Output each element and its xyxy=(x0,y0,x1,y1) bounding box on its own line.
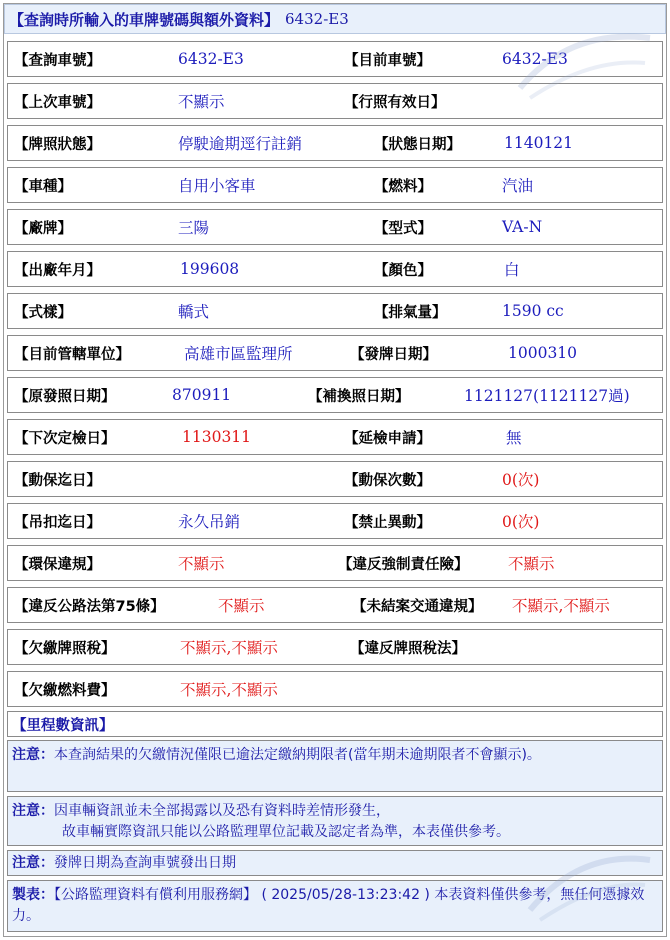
field-value: 6432-E3 xyxy=(502,50,568,68)
field-value: 白 xyxy=(504,261,520,279)
field-value: 1140121 xyxy=(504,134,574,152)
info-row-environmental-violation xyxy=(7,545,663,581)
field-label: 【動保次數】 xyxy=(344,472,431,489)
info-row-brand xyxy=(7,209,663,245)
note-text: 發牌日期為查詢車號發出日期 xyxy=(54,855,236,871)
info-row-original-issue-date xyxy=(7,377,663,413)
field-value: 不顯示 xyxy=(218,597,265,615)
info-row-previous-plate xyxy=(7,83,663,119)
field-label: 【式樣】 xyxy=(14,304,72,321)
field-value: 6432-E3 xyxy=(178,50,244,68)
field-label: 【查詢車號】 xyxy=(14,52,101,69)
field-label: 【下次定檢日】 xyxy=(14,430,116,447)
query-header-plate: 6432-E3 xyxy=(285,10,349,28)
field-label: 【動保迄日】 xyxy=(14,472,101,489)
field-value: 汽油 xyxy=(502,177,534,195)
field-value: 1590 cc xyxy=(502,302,564,320)
field-value: 0(次) xyxy=(502,471,540,489)
field-value: 1121127(1121127過) xyxy=(464,387,630,405)
field-label: 【排氣量】 xyxy=(374,304,447,321)
query-header-label: 【查詢時所輸入的車牌號碼與額外資料】 xyxy=(9,10,280,29)
info-row-jurisdiction xyxy=(7,335,663,371)
info-row-next-inspection xyxy=(7,419,663,455)
info-row-vehicle-type xyxy=(7,167,663,203)
field-value: 1000310 xyxy=(508,344,578,362)
field-value: 0(次) xyxy=(502,513,540,531)
note-text: 【公路監理資料有償利用服務網】 ( 2025/05/28-13:23:42 ) 本表資料僅供參考，無任何憑據效力。 xyxy=(12,887,645,924)
field-label: 【上次車號】 xyxy=(14,94,101,111)
info-row-suspension xyxy=(7,503,663,539)
field-label: 【燃料】 xyxy=(374,178,432,195)
note-text: 因車輛資訊並未全部揭露以及恐有資料時差情形發生， xyxy=(54,803,390,819)
note-text: 本查詢結果的欠繳情況僅限已逾法定繳納期限者(當年期未逾期限者不會顯示)。 xyxy=(54,747,541,763)
note-heading: 製表： xyxy=(12,887,54,903)
field-label: 【違反公路法第75條】 xyxy=(14,598,165,615)
field-value: 無 xyxy=(506,429,522,447)
field-label: 【未結案交通違規】 xyxy=(352,598,483,615)
field-label: 【發牌日期】 xyxy=(350,346,437,363)
field-label: 【違反牌照稅法】 xyxy=(350,640,466,657)
field-value: 不顯示,不顯示 xyxy=(512,597,610,615)
info-row-fuel-fee xyxy=(7,671,663,707)
note-heading: 注意： xyxy=(12,803,54,819)
field-label: 【延檢申請】 xyxy=(344,430,431,447)
info-row-chattel-mortgage xyxy=(7,461,663,497)
field-label: 【廠牌】 xyxy=(14,220,72,237)
field-label: 【顏色】 xyxy=(374,262,432,279)
note-text-continued: 故車輛實際資訊只能以公路監理單位記載及認定者為準，本表僅供參考。 xyxy=(62,824,510,840)
field-label: 【狀態日期】 xyxy=(374,136,461,153)
mileage-section-title: 【里程數資訊】 xyxy=(7,711,663,737)
field-label: 【吊扣迄日】 xyxy=(14,514,101,531)
field-label: 【出廠年月】 xyxy=(14,262,101,279)
field-value: 870911 xyxy=(172,386,232,404)
field-label: 【環保違規】 xyxy=(14,556,101,573)
field-value: 不顯示 xyxy=(178,555,225,573)
field-value: 自用小客車 xyxy=(178,177,256,195)
field-value: 不顯示,不顯示 xyxy=(180,639,278,657)
field-value: 停駛逾期逕行註銷 xyxy=(178,135,303,153)
field-label: 【型式】 xyxy=(374,220,432,237)
info-row-body-style xyxy=(7,293,663,329)
field-value: 永久吊銷 xyxy=(178,513,241,531)
field-value: 不顯示 xyxy=(508,555,555,573)
field-label: 【原發照日期】 xyxy=(14,388,116,405)
note-heading: 注意： xyxy=(12,747,54,763)
info-row-plate-status xyxy=(7,125,663,161)
field-label: 【違反強制責任險】 xyxy=(338,556,469,573)
field-label: 【目前管轄單位】 xyxy=(14,346,130,363)
field-label: 【牌照狀態】 xyxy=(14,136,101,153)
note-arrears xyxy=(7,740,663,792)
info-row-query-plate xyxy=(7,41,663,77)
field-label: 【欠繳牌照稅】 xyxy=(14,640,116,657)
query-header xyxy=(4,4,666,34)
note-disclosure xyxy=(7,796,663,846)
report-footer xyxy=(7,880,663,932)
field-value: 1130311 xyxy=(182,428,252,446)
field-value: 不顯示,不顯示 xyxy=(180,681,278,699)
info-row-license-tax xyxy=(7,629,663,665)
field-label: 【車種】 xyxy=(14,178,72,195)
field-value: 高雄市區監理所 xyxy=(184,345,293,363)
note-heading: 注意： xyxy=(12,855,54,871)
field-value: 199608 xyxy=(180,260,240,278)
field-label: 【行照有效日】 xyxy=(344,94,446,111)
field-value: 轎式 xyxy=(178,303,210,321)
field-label: 【補換照日期】 xyxy=(308,388,410,405)
field-label: 【禁止異動】 xyxy=(344,514,431,531)
field-value: 不顯示 xyxy=(178,93,225,111)
field-value: 三陽 xyxy=(178,219,210,237)
info-row-highway-act-violation xyxy=(7,587,663,623)
note-issue-date xyxy=(7,850,663,876)
field-label: 【目前車號】 xyxy=(344,52,431,69)
field-value: VA-N xyxy=(502,218,543,236)
field-label: 【欠繳燃料費】 xyxy=(14,682,116,699)
info-row-manufacture-date xyxy=(7,251,663,287)
